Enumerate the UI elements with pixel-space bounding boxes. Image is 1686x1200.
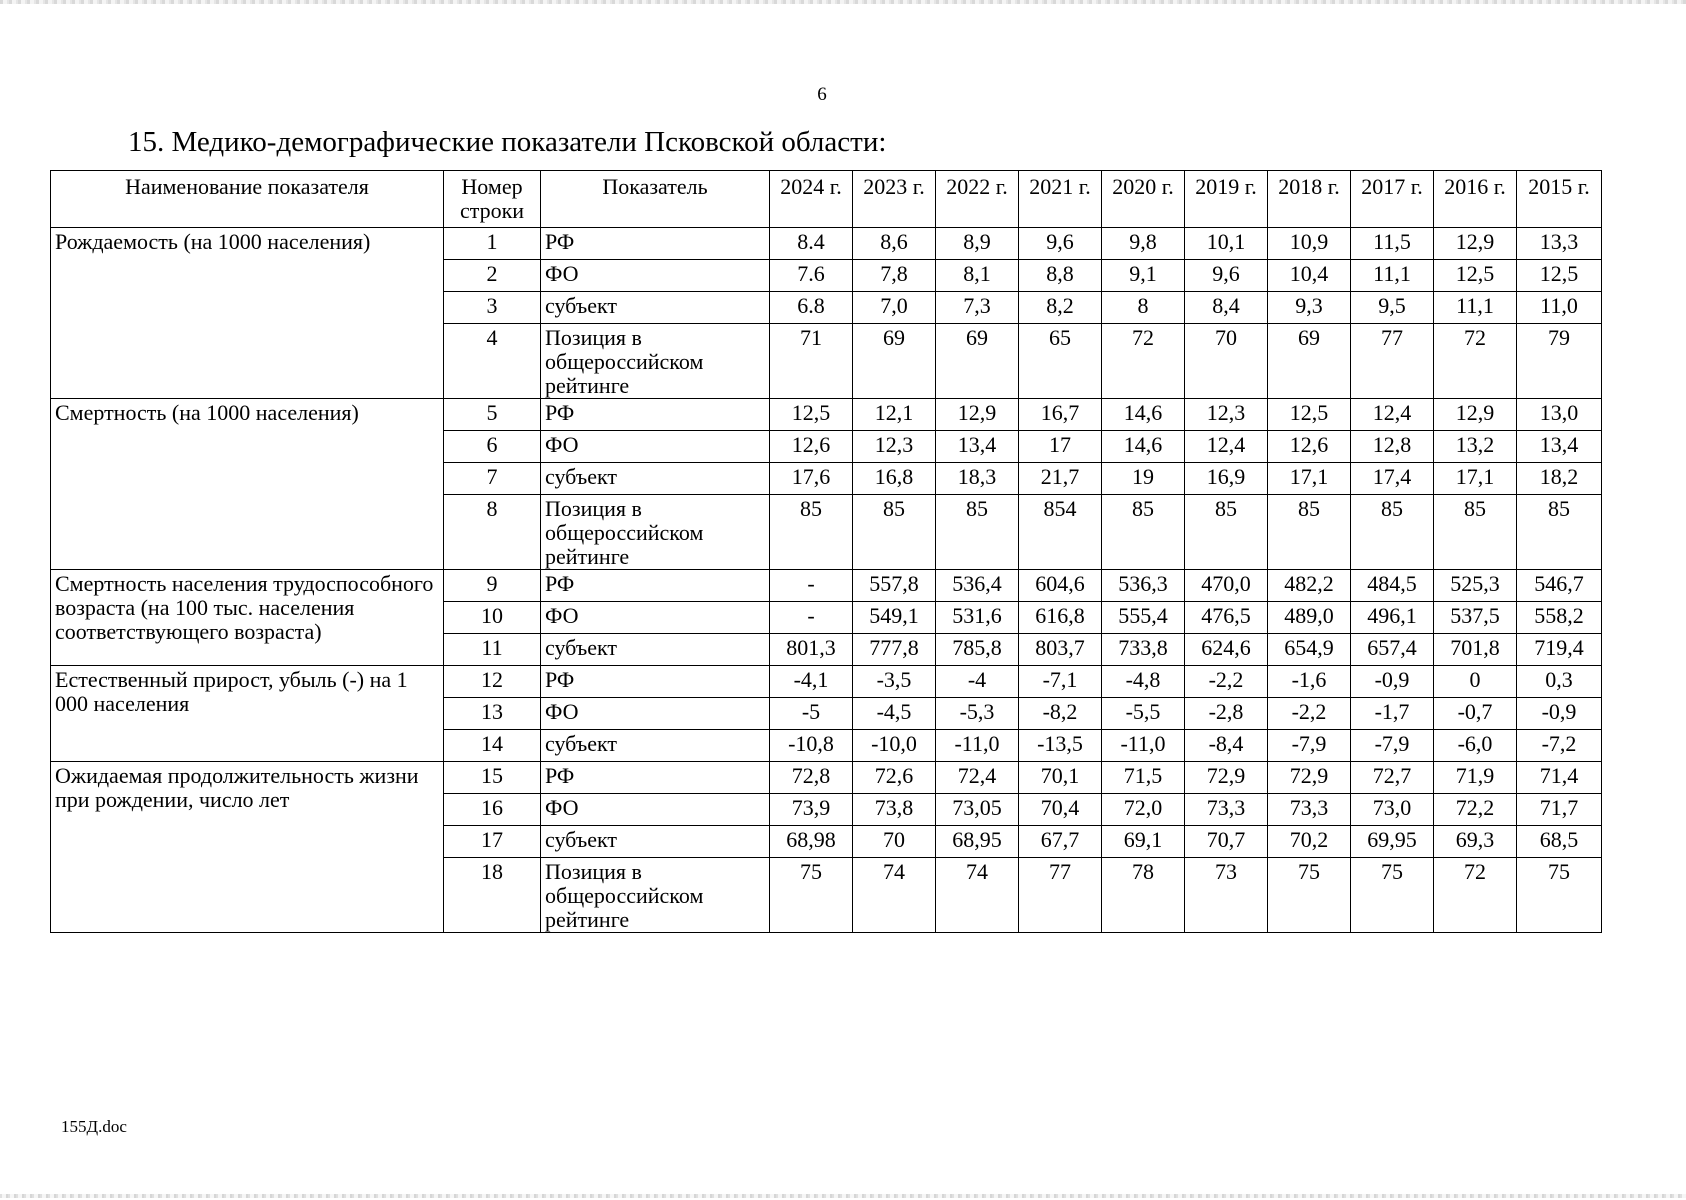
row-number-cell: 17 [444, 826, 541, 858]
value-cell: 12,5 [770, 399, 853, 431]
value-cell: 17 [1019, 431, 1102, 463]
header-year: 2021 г. [1019, 171, 1102, 228]
row-number-cell: 16 [444, 794, 541, 826]
row-number-cell: 14 [444, 730, 541, 762]
value-cell: 73,8 [853, 794, 936, 826]
value-cell: -2,2 [1268, 698, 1351, 730]
value-cell: 9,3 [1268, 292, 1351, 324]
value-cell: 7,3 [936, 292, 1019, 324]
value-cell: 854 [1019, 495, 1102, 570]
table-header-row [51, 171, 1602, 228]
row-number-cell: 13 [444, 698, 541, 730]
value-cell: 72,8 [770, 762, 853, 794]
value-cell: 65 [1019, 324, 1102, 399]
value-cell: 73,3 [1185, 794, 1268, 826]
value-cell: -0,9 [1351, 666, 1434, 698]
indicator-label-cell: Позиция в общероссийском рейтинге [541, 858, 770, 933]
value-cell: 701,8 [1434, 634, 1517, 666]
value-cell: 12,3 [1185, 399, 1268, 431]
value-cell: 85 [1517, 495, 1602, 570]
value-cell: 9,6 [1185, 260, 1268, 292]
row-number-cell: 3 [444, 292, 541, 324]
value-cell: 9,8 [1102, 228, 1185, 260]
value-cell: 777,8 [853, 634, 936, 666]
value-cell: 604,6 [1019, 570, 1102, 602]
value-cell: 77 [1019, 858, 1102, 933]
value-cell: 13,4 [936, 431, 1019, 463]
value-cell: 803,7 [1019, 634, 1102, 666]
header-year: 2019 г. [1185, 171, 1268, 228]
header-row-number: Номер строки [444, 171, 541, 228]
table-row [51, 399, 1602, 431]
value-cell: 558,2 [1517, 602, 1602, 634]
value-cell: 11,5 [1351, 228, 1434, 260]
value-cell: 72 [1102, 324, 1185, 399]
value-cell: 12,9 [936, 399, 1019, 431]
value-cell: 13,0 [1517, 399, 1602, 431]
value-cell: 17,6 [770, 463, 853, 495]
row-number-cell: 10 [444, 602, 541, 634]
value-cell: -8,2 [1019, 698, 1102, 730]
value-cell: 10,1 [1185, 228, 1268, 260]
value-cell: 74 [853, 858, 936, 933]
value-cell: 13,2 [1434, 431, 1517, 463]
value-cell: 72 [1434, 858, 1517, 933]
indicator-label-cell: ФО [541, 698, 770, 730]
table-row [51, 666, 1602, 698]
value-cell: 733,8 [1102, 634, 1185, 666]
value-cell: 482,2 [1268, 570, 1351, 602]
indicator-label-cell: Позиция в общероссийском рейтинге [541, 324, 770, 399]
value-cell: 69,1 [1102, 826, 1185, 858]
value-cell: 73,9 [770, 794, 853, 826]
value-cell: 624,6 [1185, 634, 1268, 666]
header-year: 2018 г. [1268, 171, 1351, 228]
value-cell: 72 [1434, 324, 1517, 399]
value-cell: 77 [1351, 324, 1434, 399]
value-cell: 85 [1102, 495, 1185, 570]
indicator-group-name: Смертность населения трудоспособного возраста (на 100 тыс. населения соответствующего возраста) [51, 570, 444, 666]
row-number-cell: 15 [444, 762, 541, 794]
row-number-cell: 9 [444, 570, 541, 602]
indicator-label-cell: субъект [541, 730, 770, 762]
value-cell: 11,1 [1434, 292, 1517, 324]
value-cell: -11,0 [1102, 730, 1185, 762]
value-cell: 70,2 [1268, 826, 1351, 858]
header-year: 2016 г. [1434, 171, 1517, 228]
value-cell: 8,9 [936, 228, 1019, 260]
value-cell: 69 [853, 324, 936, 399]
value-cell: 719,4 [1517, 634, 1602, 666]
indicator-label-cell: РФ [541, 228, 770, 260]
indicator-label-cell: РФ [541, 666, 770, 698]
indicator-label-cell: ФО [541, 794, 770, 826]
value-cell: 489,0 [1268, 602, 1351, 634]
value-cell: 8,4 [1185, 292, 1268, 324]
value-cell: 21,7 [1019, 463, 1102, 495]
row-number-cell: 4 [444, 324, 541, 399]
value-cell: 69,3 [1434, 826, 1517, 858]
value-cell: 536,4 [936, 570, 1019, 602]
row-number-cell: 1 [444, 228, 541, 260]
table-body [51, 228, 1602, 933]
indicator-group-name: Рождаемость (на 1000 населения) [51, 228, 444, 399]
value-cell: -8,4 [1185, 730, 1268, 762]
value-cell: 19 [1102, 463, 1185, 495]
value-cell: 8.4 [770, 228, 853, 260]
table-row [51, 570, 1602, 602]
value-cell: - [770, 570, 853, 602]
value-cell: -11,0 [936, 730, 1019, 762]
scan-edge-top [0, 0, 1686, 4]
value-cell: -6,0 [1434, 730, 1517, 762]
value-cell: 67,7 [1019, 826, 1102, 858]
indicator-label-cell: субъект [541, 292, 770, 324]
value-cell: 73,0 [1351, 794, 1434, 826]
value-cell: 7.6 [770, 260, 853, 292]
header-year: 2024 г. [770, 171, 853, 228]
value-cell: -0,9 [1517, 698, 1602, 730]
value-cell: 470,0 [1185, 570, 1268, 602]
value-cell: 12,8 [1351, 431, 1434, 463]
value-cell: -10,0 [853, 730, 936, 762]
value-cell: -7,2 [1517, 730, 1602, 762]
value-cell: 8,2 [1019, 292, 1102, 324]
value-cell: 71,4 [1517, 762, 1602, 794]
indicator-label-cell: субъект [541, 463, 770, 495]
value-cell: 546,7 [1517, 570, 1602, 602]
value-cell: 73,05 [936, 794, 1019, 826]
value-cell: 85 [853, 495, 936, 570]
value-cell: 12,5 [1434, 260, 1517, 292]
row-number-cell: 6 [444, 431, 541, 463]
value-cell: 537,5 [1434, 602, 1517, 634]
value-cell: 476,5 [1185, 602, 1268, 634]
value-cell: 69 [1268, 324, 1351, 399]
value-cell: 78 [1102, 858, 1185, 933]
value-cell: -4,8 [1102, 666, 1185, 698]
value-cell: -13,5 [1019, 730, 1102, 762]
indicator-label-cell: РФ [541, 399, 770, 431]
value-cell: -7,9 [1351, 730, 1434, 762]
value-cell: 16,7 [1019, 399, 1102, 431]
value-cell: 17,1 [1434, 463, 1517, 495]
value-cell: 18,2 [1517, 463, 1602, 495]
indicator-label-cell: ФО [541, 602, 770, 634]
value-cell: 8,8 [1019, 260, 1102, 292]
value-cell: -1,7 [1351, 698, 1434, 730]
value-cell: 557,8 [853, 570, 936, 602]
scan-edge-bottom [0, 1194, 1686, 1198]
value-cell: 616,8 [1019, 602, 1102, 634]
value-cell: -5 [770, 698, 853, 730]
row-number-cell: 7 [444, 463, 541, 495]
indicator-label-cell: РФ [541, 570, 770, 602]
header-year: 2020 г. [1102, 171, 1185, 228]
value-cell: 16,8 [853, 463, 936, 495]
value-cell: -2,8 [1185, 698, 1268, 730]
value-cell: 71,9 [1434, 762, 1517, 794]
value-cell: 10,9 [1268, 228, 1351, 260]
indicator-label-cell: ФО [541, 431, 770, 463]
header-year: 2023 г. [853, 171, 936, 228]
indicator-label-cell: РФ [541, 762, 770, 794]
value-cell: 12,4 [1185, 431, 1268, 463]
value-cell: 72,4 [936, 762, 1019, 794]
value-cell: 7,0 [853, 292, 936, 324]
row-number-cell: 8 [444, 495, 541, 570]
value-cell: 85 [1185, 495, 1268, 570]
header-year: 2022 г. [936, 171, 1019, 228]
value-cell: 70,1 [1019, 762, 1102, 794]
value-cell: 12,9 [1434, 228, 1517, 260]
value-cell: 11,1 [1351, 260, 1434, 292]
value-cell: 12,6 [1268, 431, 1351, 463]
value-cell: 75 [1351, 858, 1434, 933]
value-cell: 14,6 [1102, 399, 1185, 431]
header-indicator: Показатель [541, 171, 770, 228]
indicators-table [50, 170, 1602, 933]
value-cell: 13,4 [1517, 431, 1602, 463]
value-cell: 8 [1102, 292, 1185, 324]
value-cell: 85 [770, 495, 853, 570]
value-cell: 17,1 [1268, 463, 1351, 495]
value-cell: 71,5 [1102, 762, 1185, 794]
value-cell: 85 [936, 495, 1019, 570]
value-cell: 70,4 [1019, 794, 1102, 826]
value-cell: 18,3 [936, 463, 1019, 495]
value-cell: 525,3 [1434, 570, 1517, 602]
indicator-label-cell: субъект [541, 634, 770, 666]
value-cell: 801,3 [770, 634, 853, 666]
value-cell: 85 [1268, 495, 1351, 570]
value-cell: 85 [1434, 495, 1517, 570]
value-cell: 8,1 [936, 260, 1019, 292]
value-cell: 73,3 [1268, 794, 1351, 826]
value-cell: -5,5 [1102, 698, 1185, 730]
value-cell: 12,4 [1351, 399, 1434, 431]
value-cell: 9,5 [1351, 292, 1434, 324]
footer-filename: 155Д.doc [61, 1117, 127, 1136]
value-cell: 14,6 [1102, 431, 1185, 463]
value-cell: 75 [770, 858, 853, 933]
indicator-label-cell: Позиция в общероссийском рейтинге [541, 495, 770, 570]
value-cell: 549,1 [853, 602, 936, 634]
indicator-group-name: Ожидаемая продолжительность жизни при рождении, число лет [51, 762, 444, 933]
value-cell: -4,5 [853, 698, 936, 730]
header-name: Наименование показателя [51, 171, 444, 228]
value-cell: 72,9 [1185, 762, 1268, 794]
value-cell: 70,7 [1185, 826, 1268, 858]
value-cell: 12,9 [1434, 399, 1517, 431]
value-cell: 70 [853, 826, 936, 858]
value-cell: 85 [1351, 495, 1434, 570]
value-cell: 12,1 [853, 399, 936, 431]
value-cell: 484,5 [1351, 570, 1434, 602]
value-cell: 68,95 [936, 826, 1019, 858]
table-row [51, 228, 1602, 260]
value-cell: 17,4 [1351, 463, 1434, 495]
value-cell: 16,9 [1185, 463, 1268, 495]
value-cell: 69 [936, 324, 1019, 399]
indicator-label-cell: субъект [541, 826, 770, 858]
indicator-label-cell: ФО [541, 260, 770, 292]
value-cell: 68,5 [1517, 826, 1602, 858]
value-cell: 73 [1185, 858, 1268, 933]
value-cell: 70 [1185, 324, 1268, 399]
value-cell: 657,4 [1351, 634, 1434, 666]
value-cell: -10,8 [770, 730, 853, 762]
value-cell: 12,5 [1517, 260, 1602, 292]
value-cell: 12,3 [853, 431, 936, 463]
value-cell: 785,8 [936, 634, 1019, 666]
value-cell: 8,6 [853, 228, 936, 260]
value-cell: 13,3 [1517, 228, 1602, 260]
value-cell: -7,1 [1019, 666, 1102, 698]
value-cell: 74 [936, 858, 1019, 933]
indicator-group-name: Естественный прирост, убыль (-) на 1 000 населения [51, 666, 444, 762]
indicator-group-name: Смертность (на 1000 населения) [51, 399, 444, 570]
value-cell: 72,2 [1434, 794, 1517, 826]
value-cell: 72,0 [1102, 794, 1185, 826]
value-cell: 7,8 [853, 260, 936, 292]
row-number-cell: 2 [444, 260, 541, 292]
value-cell: -4 [936, 666, 1019, 698]
value-cell: 75 [1517, 858, 1602, 933]
header-year: 2015 г. [1517, 171, 1602, 228]
value-cell: 0,3 [1517, 666, 1602, 698]
value-cell: 9,6 [1019, 228, 1102, 260]
page-number: 6 [817, 84, 827, 105]
value-cell: 12,5 [1268, 399, 1351, 431]
page-title: 15. Медико-демографические показатели Псковской области: [128, 126, 887, 158]
value-cell: 72,6 [853, 762, 936, 794]
value-cell: 555,4 [1102, 602, 1185, 634]
table-row [51, 762, 1602, 794]
header-year: 2017 г. [1351, 171, 1434, 228]
value-cell: -0,7 [1434, 698, 1517, 730]
value-cell: 531,6 [936, 602, 1019, 634]
value-cell: 496,1 [1351, 602, 1434, 634]
value-cell: 75 [1268, 858, 1351, 933]
value-cell: -7,9 [1268, 730, 1351, 762]
value-cell: 12,6 [770, 431, 853, 463]
value-cell: 536,3 [1102, 570, 1185, 602]
value-cell: 69,95 [1351, 826, 1434, 858]
row-number-cell: 5 [444, 399, 541, 431]
value-cell: -2,2 [1185, 666, 1268, 698]
value-cell: -4,1 [770, 666, 853, 698]
value-cell: 6.8 [770, 292, 853, 324]
value-cell: 79 [1517, 324, 1602, 399]
value-cell: - [770, 602, 853, 634]
value-cell: 68,98 [770, 826, 853, 858]
value-cell: -5,3 [936, 698, 1019, 730]
value-cell: 72,7 [1351, 762, 1434, 794]
value-cell: 9,1 [1102, 260, 1185, 292]
value-cell: 654,9 [1268, 634, 1351, 666]
value-cell: 0 [1434, 666, 1517, 698]
value-cell: 72,9 [1268, 762, 1351, 794]
value-cell: 71 [770, 324, 853, 399]
value-cell: 11,0 [1517, 292, 1602, 324]
value-cell: 10,4 [1268, 260, 1351, 292]
value-cell: -1,6 [1268, 666, 1351, 698]
row-number-cell: 12 [444, 666, 541, 698]
value-cell: 71,7 [1517, 794, 1602, 826]
row-number-cell: 11 [444, 634, 541, 666]
row-number-cell: 18 [444, 858, 541, 933]
value-cell: -3,5 [853, 666, 936, 698]
